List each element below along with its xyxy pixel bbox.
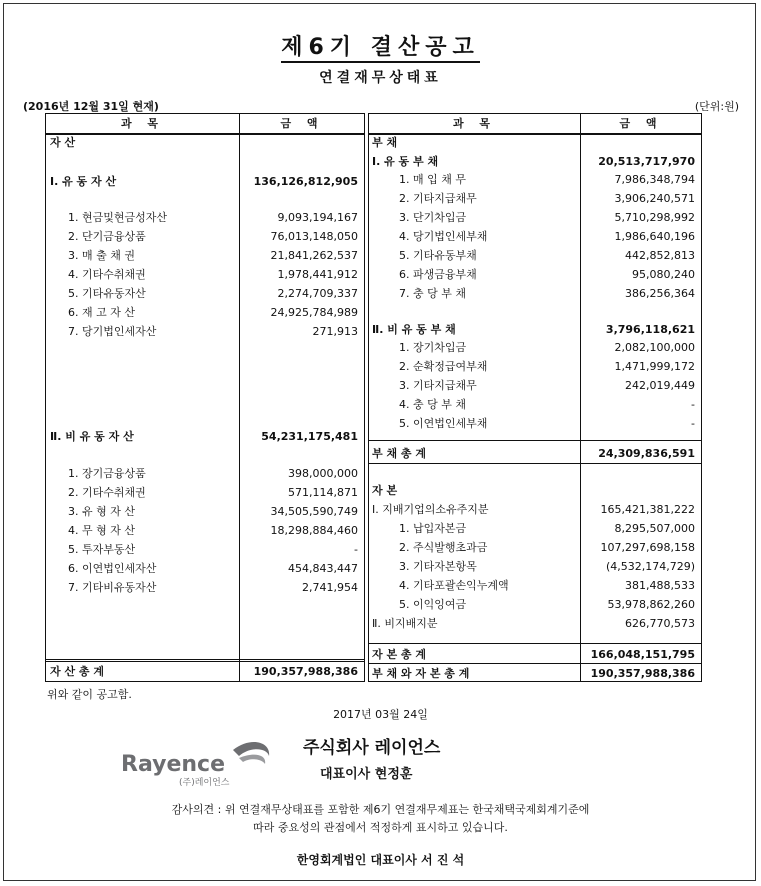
assets-row-label: 5. 기타유동자산 xyxy=(68,287,146,300)
liabilities-row-amount: (4,532,174,729) xyxy=(605,560,695,573)
assets-row-label: 1. 현금및현금성자산 xyxy=(68,211,167,224)
liabilities-row-amount: 442,852,813 xyxy=(625,249,695,262)
ceo-name: 대표이사 현정훈 xyxy=(320,767,413,782)
page-subtitle: 연결재무상태표 xyxy=(319,70,442,86)
liabilities-row-amount: 190,357,988,386 xyxy=(590,667,695,680)
liabilities-row-label: 6. 파생금융부채 xyxy=(399,268,477,281)
liabilities-equity-table xyxy=(368,113,702,682)
liabilities-row-amount: 24,309,836,591 xyxy=(598,447,695,460)
assets-row-label: 5. 투자부동산 xyxy=(68,543,136,556)
unit-label: (단위:원) xyxy=(694,100,739,113)
liabilities-row-label: 1. 장기차입금 xyxy=(399,341,467,354)
liabilities-row-label: 4. 충 당 부 채 xyxy=(399,398,466,411)
liabilities-row-amount: 242,019,449 xyxy=(625,379,695,392)
assets-row-amount: 76,013,148,050 xyxy=(270,230,358,243)
assets-row-amount: 136,126,812,905 xyxy=(253,175,358,188)
assets-table xyxy=(45,113,365,682)
liabilities-row-amount: 2,082,100,000 xyxy=(614,341,695,354)
liabilities-row-label: 자 본 xyxy=(372,484,398,497)
liabilities-row-amount xyxy=(583,134,695,151)
liabilities-row-amount: - xyxy=(691,417,695,430)
assets-row-label: 3. 매 출 채 권 xyxy=(68,249,135,262)
liabilities-row-amount: 1,986,640,196 xyxy=(614,230,695,243)
liabilities-row-label: Ⅱ. 비지배지분 xyxy=(372,617,438,630)
liabilities-row-amount: 381,488,533 xyxy=(625,579,695,592)
page-title: 제6기 결산공고 xyxy=(0,30,761,61)
report-date: (2016년 12월 31일 현재) xyxy=(23,100,159,113)
company-logo xyxy=(121,738,291,790)
assets-row-amount: 1,978,441,912 xyxy=(277,268,358,281)
liabilities-row-amount: 95,080,240 xyxy=(632,268,695,281)
liabilities-row-label: 자 본 총 계 xyxy=(372,648,426,661)
liabilities-row-amount: 386,256,364 xyxy=(625,287,695,300)
assets-row-label: 6. 이연법인세자산 xyxy=(68,562,157,575)
liabilities-row-label: Ⅰ. 유 동 부 채 xyxy=(372,155,439,168)
liabilities-row-amount: 8,295,507,000 xyxy=(614,522,695,535)
svg-text:Rayence: Rayence xyxy=(121,752,225,777)
liabilities-row-label: 3. 단기차입금 xyxy=(399,211,467,224)
assets-row-label: 4. 무 형 자 산 xyxy=(68,524,135,537)
assets-row-label: 3. 유 형 자 산 xyxy=(68,505,135,518)
amount-column-divider xyxy=(239,114,240,681)
assets-row-label: 7. 기타비유동자산 xyxy=(68,581,157,594)
assets-row-amount: 398,000,000 xyxy=(288,467,358,480)
audit-opinion-line2: 따라 중요성의 관점에서 적정하게 표시하고 있습니다. xyxy=(253,821,508,834)
assets-header-amount: 금 액 xyxy=(280,117,324,130)
liabilities-row-label: 4. 당기법인세부채 xyxy=(399,230,488,243)
liabilities-row-label: 7. 충 당 부 채 xyxy=(399,287,466,300)
section-divider xyxy=(369,643,701,644)
assets-row-amount: 54,231,175,481 xyxy=(261,430,358,443)
section-divider xyxy=(369,663,701,664)
liabilities-row-amount: 3,796,118,621 xyxy=(605,323,695,336)
liabilities-row-amount: 626,770,573 xyxy=(625,617,695,630)
liabilities-row-label: Ⅱ. 비 유 동 부 채 xyxy=(372,323,456,336)
liabilities-row-label: 3. 기타자본항목 xyxy=(399,560,477,573)
assets-row-amount: - xyxy=(354,543,358,556)
liabilities-row-amount: 1,471,999,172 xyxy=(614,360,695,373)
liabilities-row-label: 5. 기타유동부채 xyxy=(399,249,477,262)
liabilities-row-amount: 20,513,717,970 xyxy=(598,155,695,168)
liabilities-row-label: 5. 이연법인세부채 xyxy=(399,417,488,430)
assets-row-amount: 271,913 xyxy=(312,325,358,338)
notice-text: 위와 같이 공고함. xyxy=(47,688,132,701)
assets-row-amount: 24,925,784,989 xyxy=(270,306,358,319)
liabilities-row-amount xyxy=(583,482,695,499)
liabilities-row-label: 4. 기타포괄손익누계액 xyxy=(399,579,509,592)
liabilities-row-amount: 7,986,348,794 xyxy=(614,173,695,186)
company-name: 주식회사 레이언스 xyxy=(303,738,441,758)
assets-row-label: 4. 기타수취채권 xyxy=(68,268,146,281)
liabilities-row-amount: 5,710,298,992 xyxy=(614,211,695,224)
liabilities-row-amount: 107,297,698,158 xyxy=(600,541,695,554)
svg-text:(주)레이언스: (주)레이언스 xyxy=(179,778,230,788)
section-divider xyxy=(46,659,364,662)
liabilities-row-label: 1. 납입자본금 xyxy=(399,522,467,535)
assets-row-label: Ⅱ. 비 유 동 자 산 xyxy=(50,430,134,443)
liabilities-row-label: 부 채 xyxy=(372,136,398,149)
assets-row-amount: 18,298,884,460 xyxy=(270,524,358,537)
assets-row-amount: 2,741,954 xyxy=(302,581,358,594)
liabilities-row-label: 부 채 총 계 xyxy=(372,447,426,460)
assets-row-label: 1. 장기금융상품 xyxy=(68,467,146,480)
assets-row-amount: 21,841,262,537 xyxy=(270,249,358,262)
liabilities-row-label: 2. 기타지급채무 xyxy=(399,192,477,205)
liabilities-row-amount: 165,421,381,222 xyxy=(600,503,695,516)
section-divider xyxy=(369,463,701,464)
assets-header-subject: 과 목 xyxy=(120,117,165,130)
liabilities-row-amount: 3,906,240,571 xyxy=(614,192,695,205)
assets-row-label: 6. 재 고 자 산 xyxy=(68,306,135,319)
assets-row-label: 2. 기타수취채권 xyxy=(68,486,146,499)
section-divider xyxy=(369,440,701,441)
auditor-signature: 한영회계법인 대표이사 서 진 석 xyxy=(296,853,465,867)
liabilities-header-amount: 금 액 xyxy=(619,117,663,130)
liabilities-row-amount: 53,978,862,260 xyxy=(607,598,695,611)
swoosh-icon xyxy=(233,742,269,764)
liabilities-header-subject: 과 목 xyxy=(452,117,497,130)
audit-opinion-line1: 감사의견 : 위 연결재무상태표를 포함한 제6기 연결재무제표는 한국채택국제회계기준에 xyxy=(171,803,590,816)
assets-row-amount: 571,114,871 xyxy=(288,486,358,499)
assets-row-amount: 9,093,194,167 xyxy=(277,211,358,224)
liabilities-row-label: 2. 주식발행초과금 xyxy=(399,541,488,554)
assets-row-label: 7. 당기법인세자산 xyxy=(68,325,157,338)
liabilities-row-label: 1. 매 입 채 무 xyxy=(399,173,466,186)
liabilities-row-label: 2. 순확정급여부채 xyxy=(399,360,488,373)
assets-row-label: 자 산 총 계 xyxy=(50,665,104,678)
liabilities-row-label: 3. 기타지급채무 xyxy=(399,379,477,392)
assets-row-amount: 190,357,988,386 xyxy=(253,665,358,678)
liabilities-row-label: 부 채 와 자 본 총 계 xyxy=(372,667,470,680)
assets-row-label: 2. 단기금융상품 xyxy=(68,230,146,243)
liabilities-row-label: 5. 이익잉여금 xyxy=(399,598,467,611)
liabilities-row-amount: - xyxy=(691,398,695,411)
liabilities-row-amount: 166,048,151,795 xyxy=(590,648,695,661)
assets-row-amount: 2,274,709,337 xyxy=(277,287,358,300)
amount-column-divider xyxy=(580,114,581,681)
assets-row-amount: 454,843,447 xyxy=(288,562,358,575)
assets-row-amount xyxy=(242,134,358,151)
assets-row-amount: 34,505,590,749 xyxy=(270,505,358,518)
announce-date: 2017년 03월 24일 xyxy=(333,708,428,721)
liabilities-row-label: Ⅰ. 지배기업의소유주지분 xyxy=(372,503,489,516)
assets-row-label: 자 산 xyxy=(50,136,76,149)
assets-row-label: Ⅰ. 유 동 자 산 xyxy=(50,175,117,188)
